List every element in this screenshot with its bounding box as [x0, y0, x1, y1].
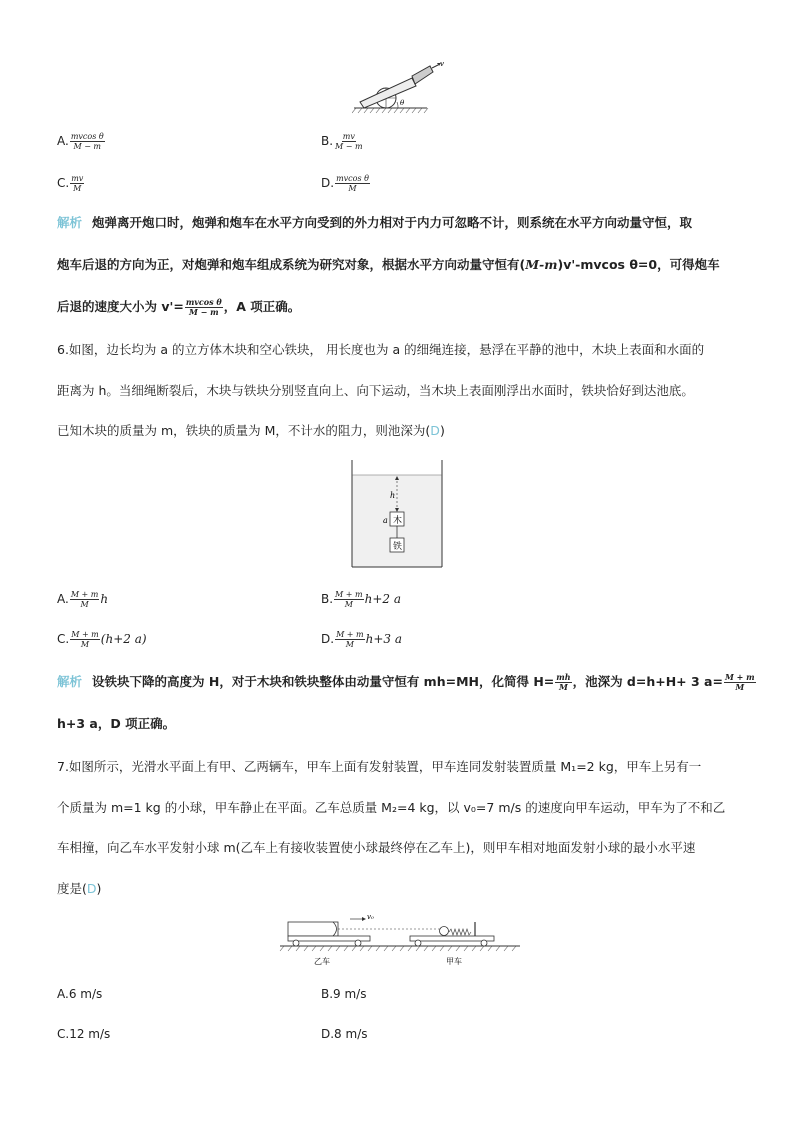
analysis-tag: 解析	[57, 215, 83, 230]
theta-label: θ	[400, 99, 405, 107]
q7-stem-line3: 车相撞，向乙车水平发射小球 m(乙车上有接收装置使小球最终停在乙车上)，则甲车相对地面发射小球的最小水平速	[57, 840, 696, 855]
fraction: $\frac{\text{mvcos θ}}{M}$	[336, 174, 369, 193]
q7-option-b[interactable]: B.9 m/s	[321, 987, 367, 1001]
answer-mark: D	[430, 423, 440, 438]
q6-stem-line3: 已知木块的质量为 m，铁块的质量为 M，不计水的阻力，则池深为(D)	[57, 423, 445, 438]
q5-option-a[interactable]: A. $\frac{\text{mvcos θ}}{M - m}$	[57, 132, 104, 151]
fraction: $\frac{mv}{M}$	[71, 174, 84, 193]
q6-stem-line2: 距离为 h。当细绳断裂后，木块与铁块分别竖直向上、向下运动，当木块上表面刚浮出水面时，铁块恰好到达池底。	[57, 383, 694, 398]
q6-analysis-line1: 解析 设铁块下降的高度为 H，对于木块和铁块整体由动量守恒有 mh=MH，化简得 H= $\frac{mh}{M}$ ，池深为 d=h+H+ 3 a= $\frac{M + m}{M}$	[57, 672, 755, 692]
q6-option-b[interactable]: B. $\frac{M + m}{M}$ h+2 a	[321, 590, 402, 609]
q5-option-c[interactable]: C. $\frac{mv}{M}$	[57, 174, 84, 193]
fraction: $\frac{M + m}{M}$	[70, 590, 99, 609]
q7-stem-line2: 个质量为 m=1 kg 的小球，甲车静止在平面。乙车总质量 M₂=4 kg，以 v₀=7 m/s 的速度向甲车运动，甲车为了不和乙	[57, 800, 726, 815]
q7-option-c[interactable]: C.12 m/s	[57, 1027, 111, 1041]
q7-stem-line4: 度是(D)	[57, 881, 102, 896]
wood-block-label: 木	[393, 516, 403, 526]
q5-analysis-line3: 后退的速度大小为 v'= $\frac{\text{mvcos θ}}{M - m}$ ，A 项正确。	[57, 297, 301, 317]
v0-label: v₀	[367, 913, 374, 921]
q7-option-a[interactable]: A.6 m/s	[57, 987, 103, 1001]
q6-stem-line1: 6.如图，边长均为 a 的立方体木块和空心铁块， 用长度也为 a 的细绳连接，悬浮在平静的池中，木块上表面和水面的	[57, 342, 705, 357]
q5-option-d[interactable]: D. $\frac{\text{mvcos θ}}{M}$	[321, 174, 369, 193]
iron-block-label: 铁	[393, 542, 403, 552]
velocity-label: v	[440, 60, 444, 68]
analysis-tag: 解析	[57, 674, 83, 689]
q6-analysis-line2: h+3 a，D 项正确。	[57, 716, 176, 731]
q7-stem-line1: 7.如图所示，光滑水平面上有甲、乙两辆车，甲车上面有发射装置，甲车连同发射装置质量 M₁=2 kg，甲车上另有一	[57, 759, 702, 774]
q6-option-a[interactable]: A. $\frac{M + m}{M}$ h	[57, 590, 109, 609]
h-label: h	[390, 491, 396, 500]
cannon-figure	[352, 58, 452, 116]
fraction: $\frac{M + m}{M}$	[335, 590, 363, 609]
q5-option-b[interactable]: B. $\frac{mv}{M - m}$	[321, 132, 363, 151]
fraction: $\frac{\text{mvcos θ}}{M - m}$	[70, 132, 104, 151]
q7-option-d[interactable]: D.8 m/s	[321, 1027, 368, 1041]
fraction: $\frac{mv}{M - m}$	[335, 132, 363, 151]
fraction: $\frac{mh}{M}$	[556, 672, 571, 692]
fraction: $\frac{M + m}{M}$	[336, 630, 364, 649]
fraction: $\frac{M + m}{M}$	[724, 672, 755, 692]
answer-mark: D	[86, 881, 97, 896]
q6-option-c[interactable]: C. $\frac{M + m}{M}$ (h+2 a)	[57, 630, 147, 649]
q5-analysis-line2: 炮车后退的方向为正，对炮弹和炮车组成系统为研究对象，根据水平方向动量守恒有(M-m)v'-mvcos θ=0，可得炮车	[57, 257, 720, 272]
fraction: $\frac{M + m}{M}$	[71, 630, 99, 649]
cart-jia-label: 甲车	[446, 957, 462, 966]
q5-analysis-line1: 解析 炮弹离开炮口时，炮弹和炮车在水平方向受到的外力相对于内力可忽略不计，则系统在水平方向动量守恒，取	[57, 215, 693, 230]
cart-yi-label: 乙车	[314, 957, 330, 966]
carts-figure	[278, 908, 522, 968]
pool-figure	[350, 460, 446, 570]
a-label: a	[383, 516, 388, 525]
fraction: $\frac{\text{mvcos θ}}{M - m}$	[185, 297, 222, 317]
q6-option-d[interactable]: D. $\frac{M + m}{M}$ h+3 a	[321, 630, 403, 649]
